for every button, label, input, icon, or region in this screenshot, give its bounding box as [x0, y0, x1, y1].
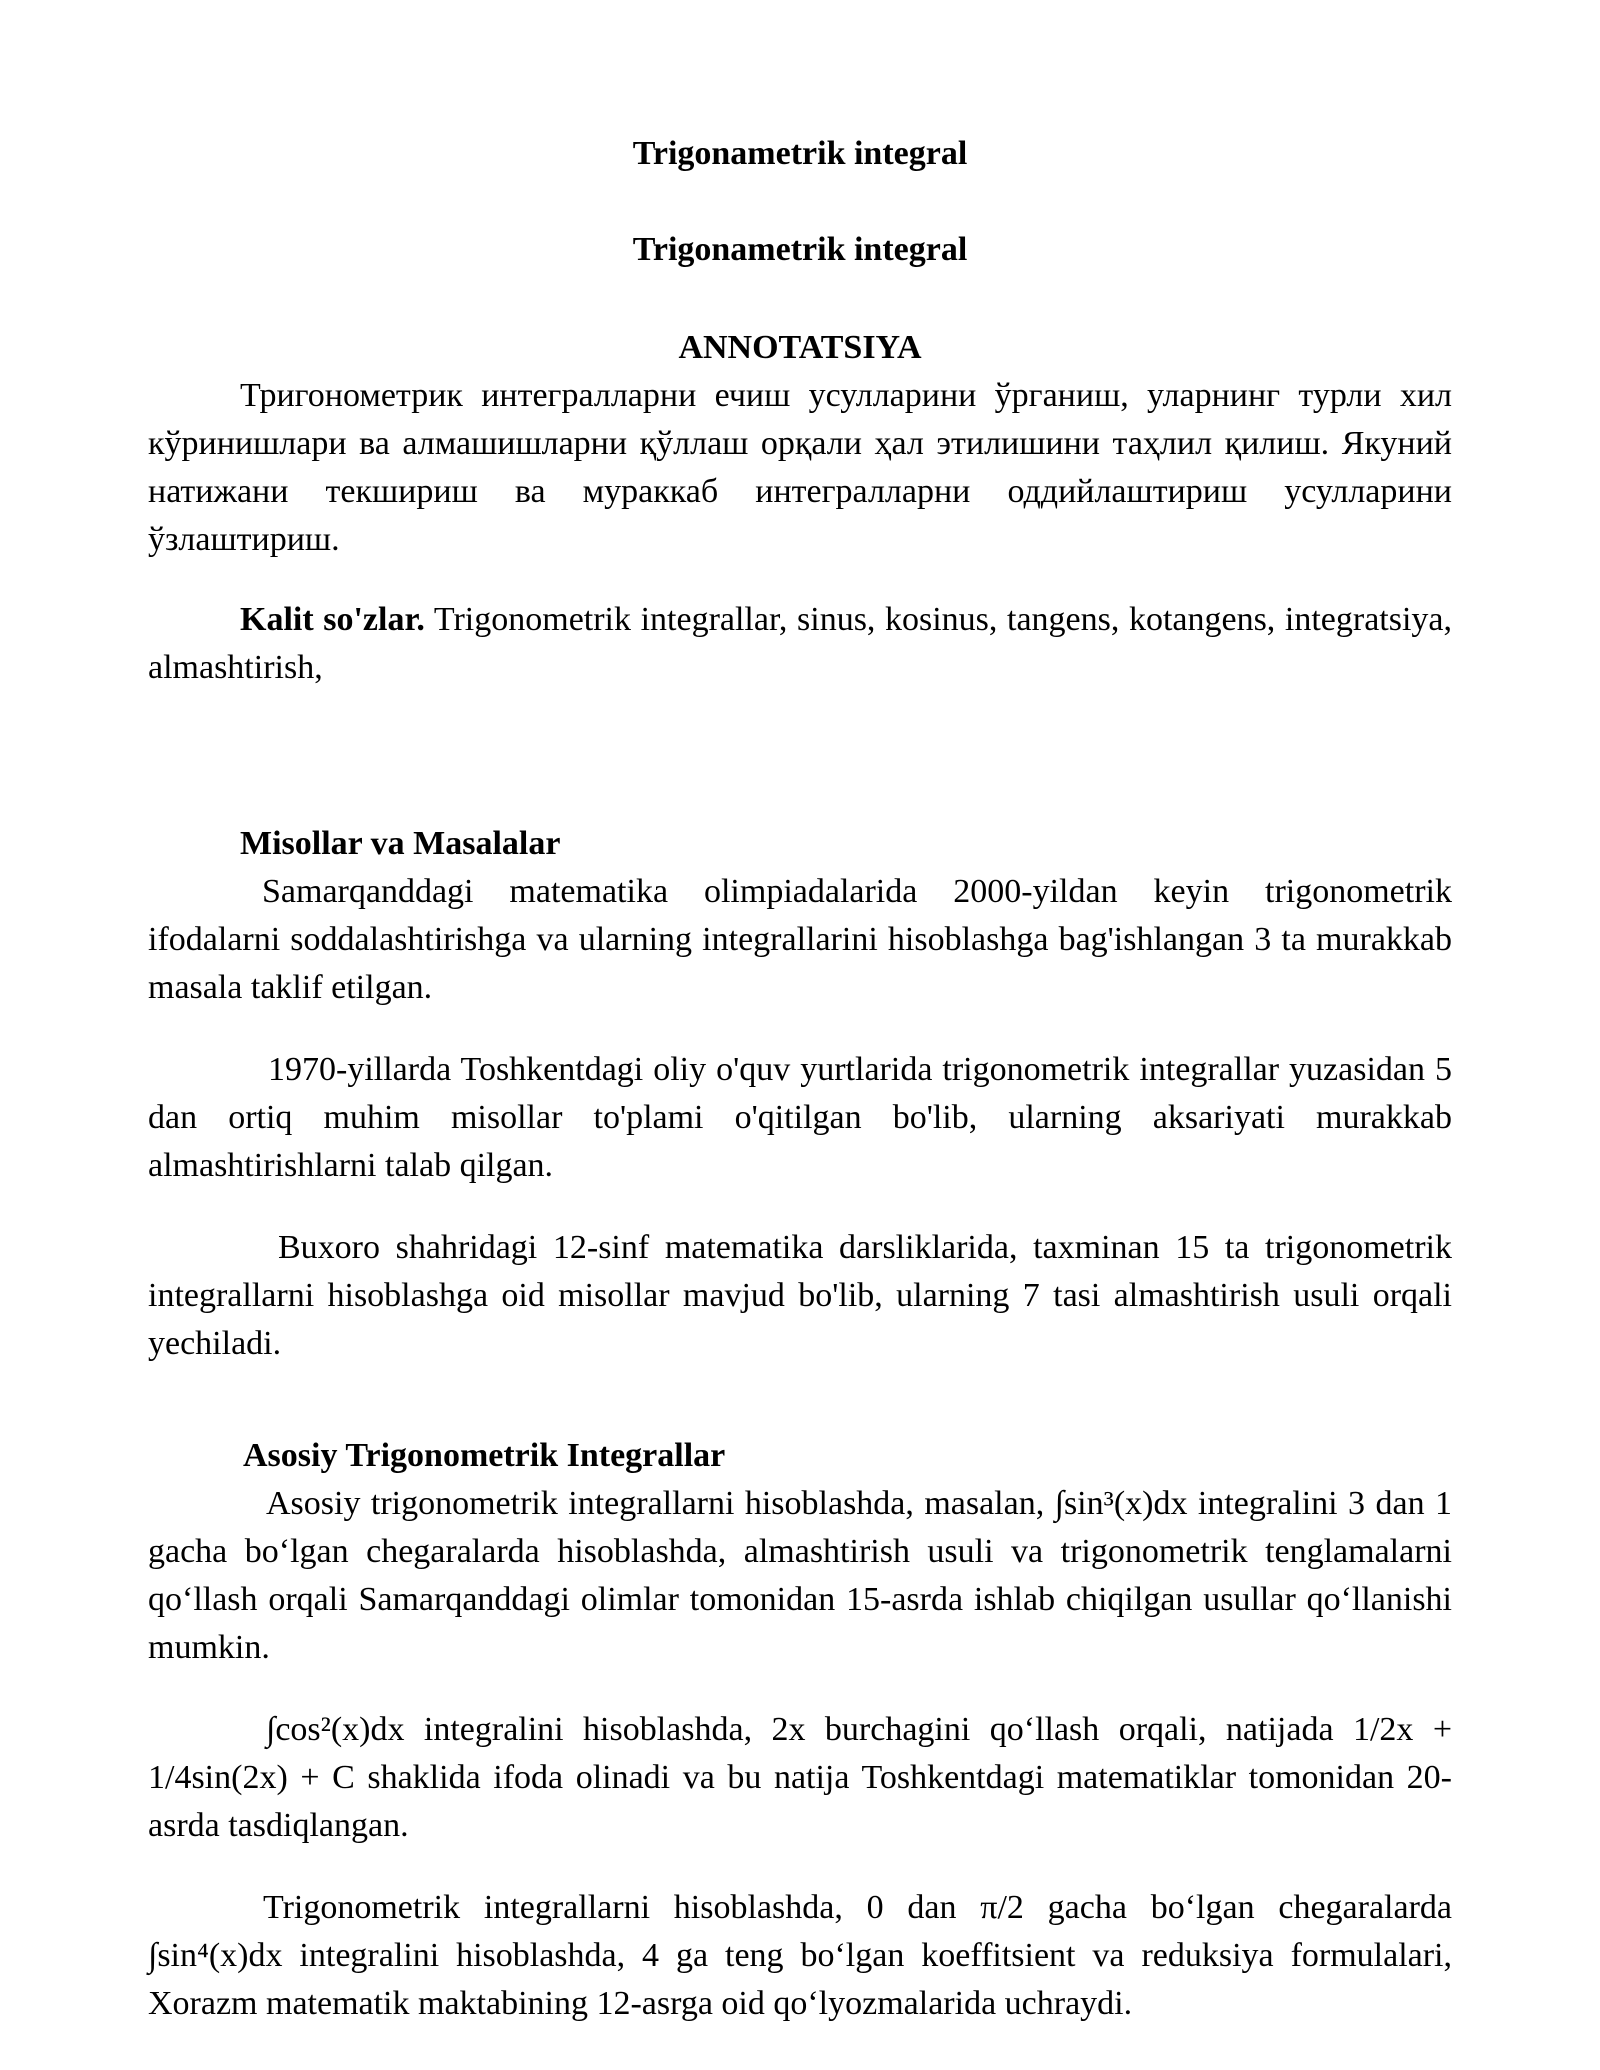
document-subtitle: Trigonametrik integral — [632, 231, 968, 268]
annotation-text: Тригонометрик интегралларни ечиш усулларини ўрганиш, уларнинг турли хил кўринишлари ва алмашишларни қўллаш орқали ҳал этилишини таҳлил қилиш. Якуний натижани текшириш ва мураккаб интегралларни оддийлаштириш усулларини ўзлаштириш. — [148, 377, 1452, 558]
document-title: Trigonametrik integral — [632, 135, 968, 172]
keywords-label: Kalit so'zlar. — [240, 601, 425, 638]
keywords-paragraph — [148, 596, 1452, 692]
section-heading-misollar: Misollar va Masalalar — [240, 825, 561, 862]
keywords-text: Trigonometrik integrallar, sinus, kosinus, tangens, kotangens, integratsiya, almashtirish, — [148, 601, 1452, 686]
section-heading-asosiy: Asosiy Trigonometrik Integrallar — [243, 1437, 726, 1474]
paragraph: ∫cos²(x)dx integralini hisoblashda, 2x burchagini qo‘llash orqali, natijada 1/2x + 1/4sin(2x) + C shaklida ifoda olinadi va bu natija Toshkentdagi matematiklar tomonidan 20-asrda tasdiqlangan. — [148, 1711, 1452, 1844]
paragraph: Samarqanddagi matematika olimpiadalarida 2000-yildan keyin trigonometrik ifodalarni soddalashtirishga va ularning integrallarini hisoblashga bag'ishlangan 3 ta murakkab masala taklif etilgan. — [148, 873, 1452, 1006]
paragraph: 1970-yillarda Toshkentdagi oliy o'quv yurtlarida trigonometrik integrallar yuzasidan 5 dan ortiq muhim misollar to'plami o'qitilgan bo'lib, ularning aksariyati murakkab almashtirishlarni talab qilgan. — [148, 1051, 1452, 1184]
paragraph: Asosiy trigonometrik integrallarni hisoblashda, masalan, ∫sin³(x)dx integralini 3 dan 1 gacha bo‘lgan chegaralarda hisoblashda, almashtirish usuli va trigonometrik tenglamalarni qo‘llash orqali Samarqanddagi olimlar tomonidan 15-asrda ishlab chiqilgan usullar qo‘llanishi mumkin. — [148, 1485, 1452, 1666]
annotation-heading: ANNOTATSIYA — [678, 329, 922, 366]
paragraph: Trigonometrik integrallarni hisoblashda, 0 dan π/2 gacha bo‘lgan chegaralarda ∫sin⁴(x)dx integralini hisoblashda, 4 ga teng bo‘lgan koeffitsient va reduksiya formulalari, Xorazm matematik maktabining 12-asrga oid qo‘lyozmalarida uchraydi. — [148, 1889, 1452, 2022]
paragraph: Buxoro shahridagi 12-sinf matematika darsliklarida, taxminan 15 ta trigonometrik integrallarni hisoblashga oid misollar mavjud bo'lib, ularning 7 tasi almashtirish usuli orqali yechiladi. — [148, 1229, 1452, 1362]
